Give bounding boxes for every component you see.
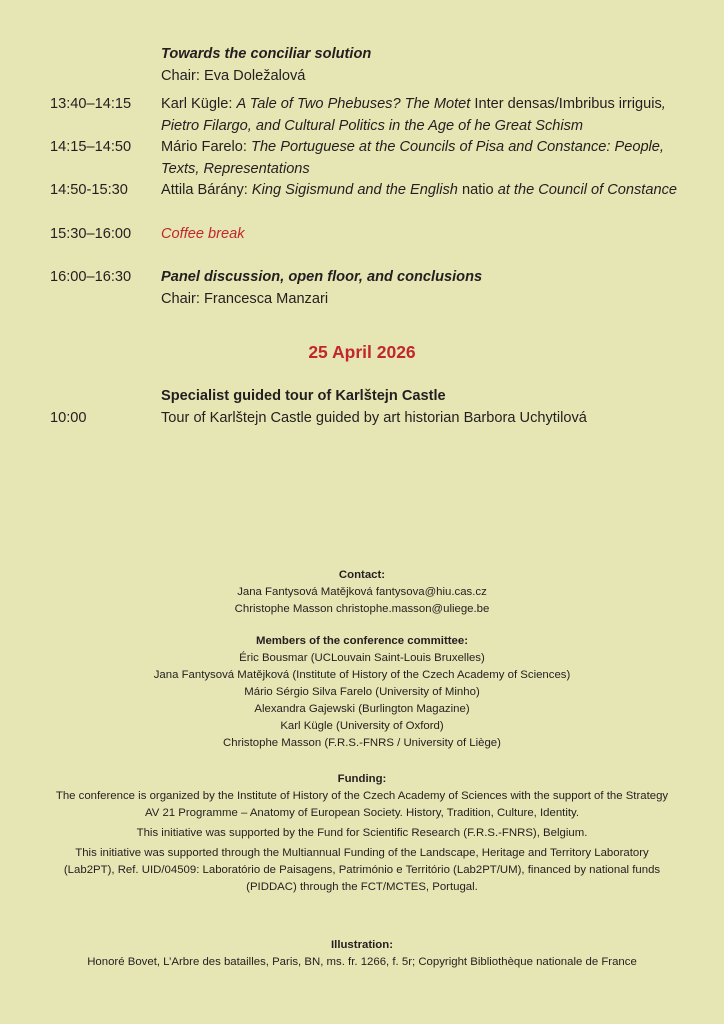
tour-detail xyxy=(50,408,690,430)
talk-speaker: Karl Kügle: xyxy=(161,96,237,112)
funding-paragraph: This initiative was supported through the Multiannual Funding of the Landscape, Heritage and Territory Laboratory (Lab2PT), Ref. UID/04509: Laboratório de Paisagens, Património e Território (Lab2PT/UM), financed by national funds (PIDDAC) through the FCT/MCTES, Portugal. xyxy=(63,847,661,893)
panel-time: 16:00–16:30 xyxy=(50,269,132,285)
tour-description: Tour of Karlštejn Castle guided by art historian Barbora Uchytilová xyxy=(161,409,587,426)
talk-item xyxy=(50,180,690,202)
committee-member: Éric Bousmar (UCLouvain Saint-Louis Bruxelles) xyxy=(239,652,485,664)
session-header xyxy=(50,44,690,87)
coffee-break xyxy=(50,224,690,246)
talk-title-cont: at the Council of Constance xyxy=(497,182,677,198)
contact-line: Jana Fantysová Matějková fantysova@hiu.cas.cz xyxy=(237,586,487,598)
funding-paragraph: The conference is organized by the Institute of History of the Czech Academy of Sciences with the support of the Strategy AV 21 Programme – Anatomy of European Society. History, Tradition, Culture, Identity. xyxy=(55,790,669,819)
panel-title: Panel discussion, open floor, and conclusions xyxy=(161,269,483,285)
tour-time: 10:00 xyxy=(50,409,87,426)
committee-heading: Members of the conference committee: xyxy=(255,635,469,647)
talk-title-plain: Inter densas/Imbribus irriguis xyxy=(470,96,662,112)
talk-speaker: Mário Farelo: xyxy=(161,139,252,155)
contact-section xyxy=(0,567,724,618)
committee-member: Jana Fantysová Matějková (Institute of History of the Czech Academy of Sciences) xyxy=(153,669,571,681)
committee-member: Alexandra Gajewski (Burlington Magazine) xyxy=(254,703,470,715)
funding-paragraph: This initiative was supported by the Fund for Scientific Research (F.R.S.-FNRS), Belgium. xyxy=(136,827,588,839)
illustration-section xyxy=(0,937,724,971)
contact-line: Christophe Masson christophe.masson@uliege.be xyxy=(234,603,490,615)
coffee-label: Coffee break xyxy=(161,225,245,242)
funding-section xyxy=(0,771,724,896)
talk-time: 14:50-15:30 xyxy=(50,182,128,198)
talk-title: King Sigismund and the English xyxy=(251,182,458,198)
contact-heading: Contact: xyxy=(338,569,386,581)
tour-title: Specialist guided tour of Karlštejn Castle xyxy=(161,388,446,404)
talk-item xyxy=(50,137,690,180)
session-title: Towards the conciliar solution xyxy=(161,46,372,62)
talk-speaker: Attila Bárány: xyxy=(161,182,252,198)
program-schedule xyxy=(50,44,690,429)
talk-title-plain: natio xyxy=(457,182,498,198)
committee-member: Christophe Masson (F.R.S.-FNRS / University of Liège) xyxy=(223,737,501,749)
day-heading: 25 April 2026 xyxy=(308,342,416,362)
panel-chair: Chair: Francesca Manzari xyxy=(161,290,329,307)
funding-heading: Funding: xyxy=(337,773,387,785)
committee-member: Mário Sérgio Silva Farelo (University of Minho) xyxy=(244,686,480,698)
talk-time: 13:40–14:15 xyxy=(50,96,132,112)
illustration-credit: Honoré Bovet, L’Arbre des batailles, Paris, BN, ms. fr. 1266, f. 5r; Copyright Bibliothèque nationale de France xyxy=(87,956,637,968)
talk-item xyxy=(50,94,690,137)
committee-member: Karl Kügle (University of Oxford) xyxy=(280,720,444,732)
talk-title: A Tale of Two Phebuses? The Motet xyxy=(236,96,471,112)
session-chair: Chair: Eva Doležalová xyxy=(161,67,306,84)
illustration-heading: Illustration: xyxy=(330,939,393,951)
talk-title-cont: , Pietro Filargo, and Cultural Politics in the Age of he Great Schism xyxy=(161,96,666,134)
panel-discussion xyxy=(50,267,690,310)
tour-item xyxy=(50,386,690,408)
talk-time: 14:15–14:50 xyxy=(50,139,132,155)
coffee-time: 15:30–16:00 xyxy=(50,225,132,242)
talk-title: The Portuguese at the Councils of Pisa and Constance: People, Texts, Representations xyxy=(161,139,664,177)
committee-section xyxy=(0,633,724,752)
